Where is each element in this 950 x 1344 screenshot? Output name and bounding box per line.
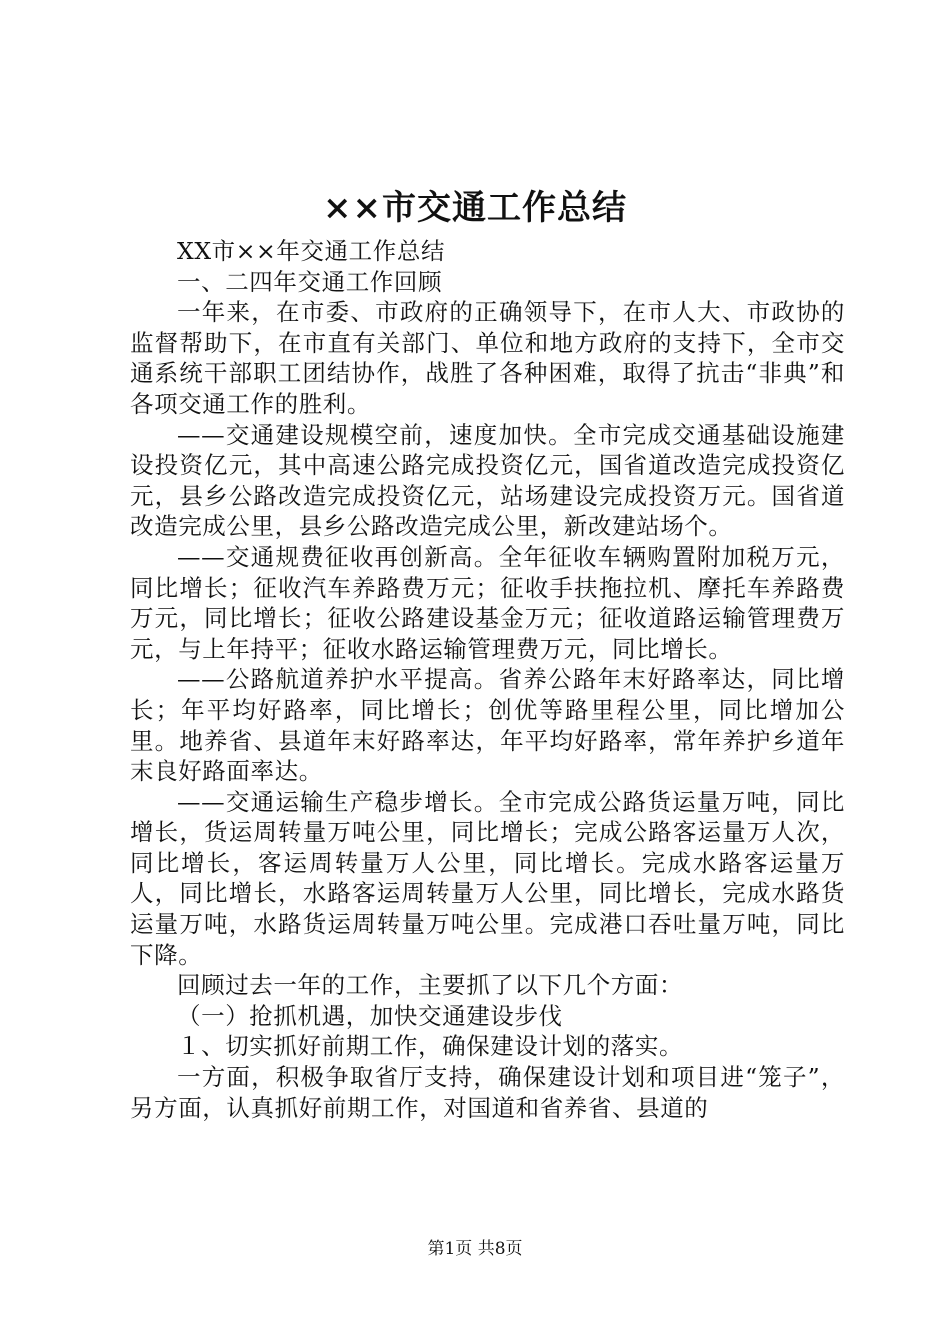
page-number-footer: 第1页 共8页 [427, 1239, 523, 1259]
paragraph-construction: ——交通建设规模空前，速度加快。全市完成交通基础设施建设投资亿元，其中高速公路完成投资亿元，国省道改造完成投资亿元，县乡公路改造完成投资亿元，站场建设完成投资万元。国省道改造完成公里，县乡公路改造完成公里，新改建站场个。 [130, 420, 845, 541]
paragraph-preliminary-work: 一方面，积极争取省厅支持，确保建设计划和项目进“笼子”，另方面，认真抓好前期工作，对国道和省养省、县道的 [130, 1063, 845, 1122]
paragraph-transport: ——交通运输生产稳步增长。全市完成公路货运量万吨，同比增长，货运周转量万吨公里，同比增长；完成公路客运量万人次，同比增长，客运周转量万人公里，同比增长。完成水路客运量万人，同比增长，水路客运周转量万人公里，同比增长，完成水路货运量万吨，水路货运周转量万吨公里。完成港口吞吐量万吨，同比下降。 [130, 787, 845, 969]
paragraph-intro: 一年来，在市委、市政府的正确领导下，在市人大、市政协的监督帮助下，在市直有关部门、单位和地方政府的支持下，全市交通系统干部职工团结协作，战胜了各种困难，取得了抗击“非典”和各项交通工作的胜利。 [130, 298, 845, 418]
paragraph-maintenance: ——公路航道养护水平提高。省养公路年末好路率达，同比增长；年平均好路率，同比增长；创优等路里程公里，同比增加公里。地养省、县道年末好路率达，年平均好路率，常年养护乡道年末良好路面率达。 [130, 665, 845, 786]
section-heading-review: 一、二四年交通工作回顾 [177, 267, 443, 296]
paragraph-subtitle: XX市××年交通工作总结 [177, 237, 446, 265]
document-title: ××市交通工作总结 [323, 188, 627, 228]
paragraph-fees: ——交通规费征收再创新高。全年征收车辆购置附加税万元，同比增长；征收汽车养路费万元；征收手扶拖拉机、摩托车养路费万元，同比增长；征收公路建设基金万元；征收道路运输管理费万元，与上年持平；征收水路运输管理费万元，同比增长。 [130, 542, 845, 663]
document-body [130, 236, 845, 1123]
subsection-heading-1: （一）抢抓机遇，加快交通建设步伐 [177, 1001, 563, 1030]
item-heading-1: １、切实抓好前期工作，确保建设计划的落实。 [177, 1032, 684, 1061]
paragraph-review-summary: 回顾过去一年的工作，主要抓了以下几个方面： [177, 971, 684, 1000]
